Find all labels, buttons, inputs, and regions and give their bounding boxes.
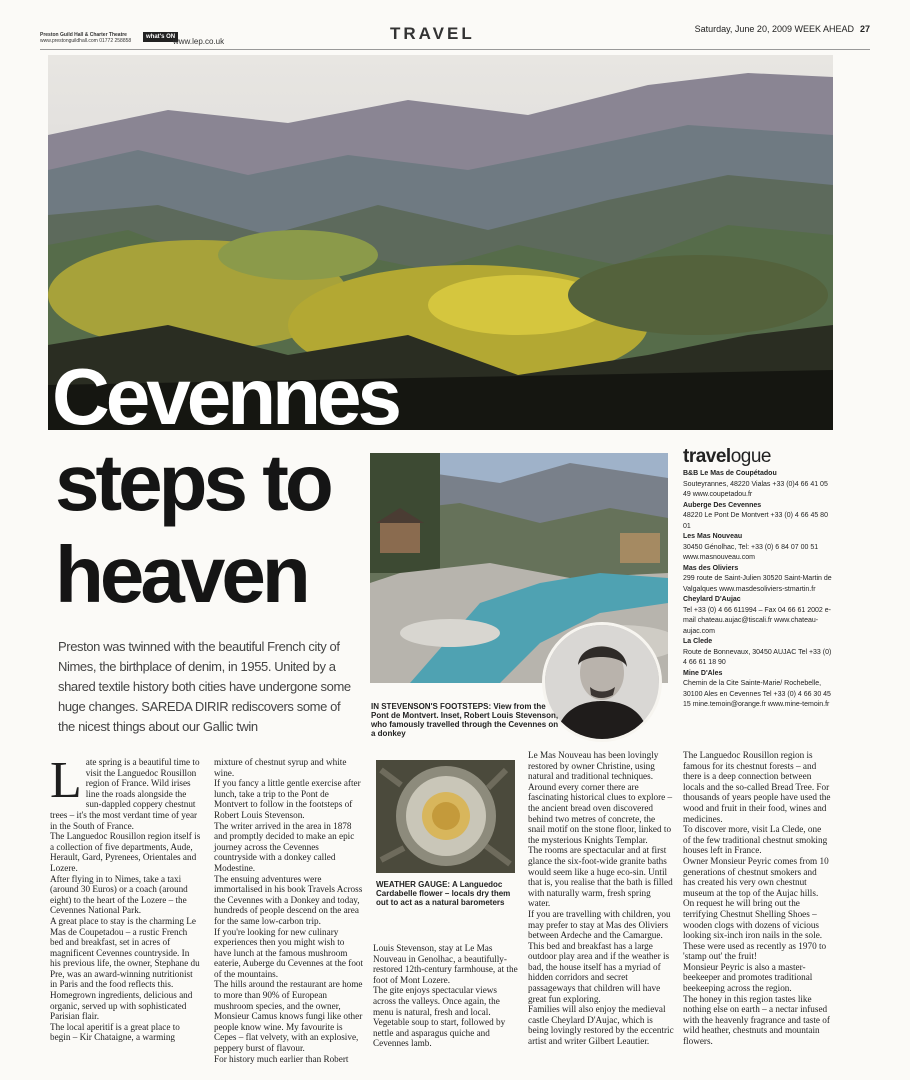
paragraph: The ensuing adventures were immortalised in his book Travels Across the Cevennes with a Donkey and today, hundreds of people descend on the area for the same low-carbon trip.: [214, 873, 363, 926]
entry-details: 299 route de Saint-Julien 30520 Saint-Martin de Valgalques www.masdesoliviers-stmartin.fr: [683, 575, 832, 593]
caption-river-photo: IN STEVENSON'S FOOTSTEPS: View from the Pont de Montvert. Inset, Robert Louis Stevenson, who famously travelled through the Cevennes on a donkey: [371, 702, 559, 738]
paragraph: A great place to stay is the charming Le Mas de Coupetadou – a rustic French bed and breakfast, set in acres of magnificent Cevennes countryside. In his previous life, the owner, Stephane du Pre, was an award-winning nutritionist in Paris and the food reflects this. Homegrown ingredients, delicious and organic, served up with sophisticated Parisian flair.: [50, 915, 200, 1022]
entry-details: Tel +33 (0) 4 66 611994 – Fax 04 66 61 2002 e-mail chateau.aujac@tiscali.fr www.chateau-aujac.com: [683, 606, 831, 635]
venue-line-2: www.prestonguildhall.com 01772 258858: [40, 38, 132, 44]
body-column-4: [528, 750, 674, 1047]
travelogue-entry: [683, 469, 833, 501]
body-column-5: [683, 750, 831, 1047]
entry-name: Auberge Des Cevennes: [683, 501, 762, 509]
entry-details: Route de Bonnevaux, 30450 AUJAC Tel +33 (0) 4 66 61 18 90: [683, 648, 832, 666]
date-text: Saturday, June 20, 2009 WEEK AHEAD: [694, 24, 854, 34]
drop-cap: L: [50, 752, 82, 809]
travelogue-entry: [683, 637, 833, 669]
entry-name: La Clede: [683, 638, 713, 645]
body-column-3: [373, 943, 519, 1049]
entry-name: Les Mas Nouveau: [683, 533, 743, 540]
paragraph: ate spring is a beautiful time to visit the Languedoc Rousillon region of France. Wild irises line the roads alongside the sun-dappled coppery chestnut trees – it's the most verdant time of year in the South of France.: [50, 757, 200, 831]
entry-details: 30450 Génolhac, Tel: +33 (0) 6 84 07 00 51 www.masnouveau.com: [683, 543, 819, 561]
travelogue-entry: [683, 564, 833, 596]
paragraph: To discover more, visit La Clede, one of the few traditional chestnut smoking houses left in France.: [683, 824, 828, 856]
whats-on-logo: what's ON: [143, 32, 178, 42]
standfirst: Preston was twinned with the beautiful French city of Nimes, the birthplace of denim, in 1955. United by a shared textile history both cities have undergone some huge changes. SAREDA DIRIR rediscovers some of the nicest things about our Gallic twin: [58, 639, 351, 734]
paragraph: Louis Stevenson, stay at Le Mas Nouveau in Genolhac, a beautifully-restored 12th-century farmhouse, at the foot of Mont Lozere.: [373, 943, 518, 985]
paragraph: The local aperitif is a great place to begin – Kir Chataigne, a warming: [50, 1021, 180, 1043]
paragraph: After flying in to Nimes, take a taxi (around 30 Euros) or a coach (around eight) to the heart of the Lozere – the Cevennes National Park.: [50, 873, 188, 916]
paragraph: Around every corner there are fascinating historical clues to explore – the ancient bread oven discovered behind two metres of concrete, the snail motif on the stone floor, linked to the mysterious Knights Templar.: [528, 781, 673, 845]
paragraph: If you are travelling with children, you may prefer to stay at Mas des Oliviers between Ardeche and the Camargue. This bed and breakfast has a large outdoor play area and if the weather is bad, the house itself has a myriad of hidden corridors and secret passageways that children will have great fun exploring.: [528, 908, 671, 1004]
masthead: [40, 20, 870, 50]
paragraph: The Languedoc Rousillon region itself is a collection of five departments, Aude, Herault, Gard, Pyrenees, Orientales and Lozere.: [50, 831, 201, 873]
body-column-1: [50, 752, 202, 1043]
entry-name: Cheylard D'Aujac: [683, 596, 741, 603]
travelogue-entry: [683, 595, 833, 637]
page-number: 27: [859, 24, 870, 34]
paragraph: If you're looking for new culinary experiences then you might wish to have lunch at the famous mushroom eaterie, Auberge du Cevennes at the foot of the mountains.: [214, 926, 364, 979]
travelogue-entry: [683, 501, 833, 533]
cardabelle-flower-photo: [376, 760, 515, 873]
paragraph: Owner Monsieur Peyric comes from 10 generations of chestnut smokers and has created his very own chestnut museum at the top of the Aujac hills.: [683, 855, 829, 898]
headline-line-2: steps to: [55, 438, 330, 527]
paragraph: The rooms are spectacular and at first glance the six-foot-wide granite baths would seem like a huge eco-sin. Until that is, you realise that the bath is filled with naturally warm, fresh spring water.: [528, 845, 673, 909]
paragraph: mixture of chestnut syrup and white wine.: [214, 757, 347, 778]
paragraph: The gite enjoys spectacular views across the valleys. Once again, the menu is natural, fresh and local. Vegetable soup to start, followed by nettle and asparagus quiche and Cevennes lamb.: [373, 985, 506, 1049]
paragraph: The writer arrived in the area in 1878 and promptly decided to make an epic journey across the Cevennes countryside with a donkey called Modestine.: [214, 820, 355, 873]
travelogue-entry: [683, 532, 833, 564]
paragraph: If you fancy a little gentle exercise after lunch, take a trip to the Pont de Montvert to follow in the footsteps of Robert Louis Stevenson.: [214, 778, 361, 820]
headline-line-1: Cevennes: [52, 352, 398, 441]
paragraph: Le Mas Nouveau has been lovingly restored by owner Christine, using natural and traditional techniques.: [528, 750, 659, 782]
issue-date: [695, 24, 870, 34]
travelogue-title-bold: travel: [683, 446, 731, 467]
caption-flower-photo: WEATHER GAUGE: A Languedoc Cardabelle flower – locals dry them out to act as a natural barometers: [376, 880, 511, 907]
entry-details: Souteyrannes, 48220 Vialas +33 (0)4 66 41 05 49 www.coupetadou.fr: [683, 480, 828, 498]
travelogue-entry: [683, 669, 833, 711]
travelogue-title-rest: ogue: [730, 446, 771, 467]
paragraph: The honey in this region tastes like nothing else on earth – a nectar infused with the heavenly fragrance and taste of wild heather, chestnuts and mountain flowers.: [683, 993, 830, 1047]
body-column-2: [214, 757, 364, 1064]
section-title: TRAVEL: [390, 24, 475, 43]
entry-name: Mas des Oliviers: [683, 564, 739, 572]
paragraph: The hills around the restaurant are home to more than 90% of European mushroom species, and the owner, Monsieur Camus knows fungi like other people know wine. My favourite is Cepes – flat velvety, with an explosive, peppery burst of flavour.: [214, 979, 363, 1054]
entry-details: 48220 Le Pont De Montvert +33 (0) 4 66 45 80 01: [683, 512, 828, 530]
travelogue-title: [683, 447, 833, 467]
paragraph: The Languedoc Rousillon region is famous for its chestnut forests – and there is a deep connection between locals and the so-called Bread Tree. For thousands of years people have used the wood and fruit in their food, wines and medicines.: [683, 750, 831, 824]
entry-name: Mine D'Ales: [683, 669, 723, 677]
paragraph: Monsieur Peyric is also a master-beekeeper and promotes traditional beekeeping across the region.: [683, 961, 813, 994]
paragraph: Families will also enjoy the medieval castle Cheylard D'Aujac, which is being lovingly restored by the eccentric artist and writer Gilbert Leautier.: [528, 1004, 674, 1047]
paragraph: On request he will bring out the terrifying Chestnut Shelling Shoes – wooden clogs with dozens of vicious looking six-inch iron nails in the sole. These were used as recently as 1970 to 'stamp out' the fruit!: [683, 898, 827, 962]
entry-details: Chemin de la Cite Sainte-Marie/ Rochebelle, 30100 Ales en Cevennes Tel +33 (0) 4 66 30 45 15 mine.temoin@orange.fr www.mine-temoin.fr: [683, 680, 831, 708]
headline-line-3: heaven: [55, 530, 307, 619]
entry-name: B&B Le Mas de Coupétadou: [683, 470, 777, 477]
venue-advert: [40, 32, 140, 44]
venue-line-1: Preston Guild Hall & Charter Theatre: [40, 32, 127, 38]
paragraph: For history much earlier than Robert: [214, 1053, 349, 1064]
site-url: www.lep.co.uk: [173, 37, 225, 46]
travelogue-sidebar: [683, 447, 833, 711]
